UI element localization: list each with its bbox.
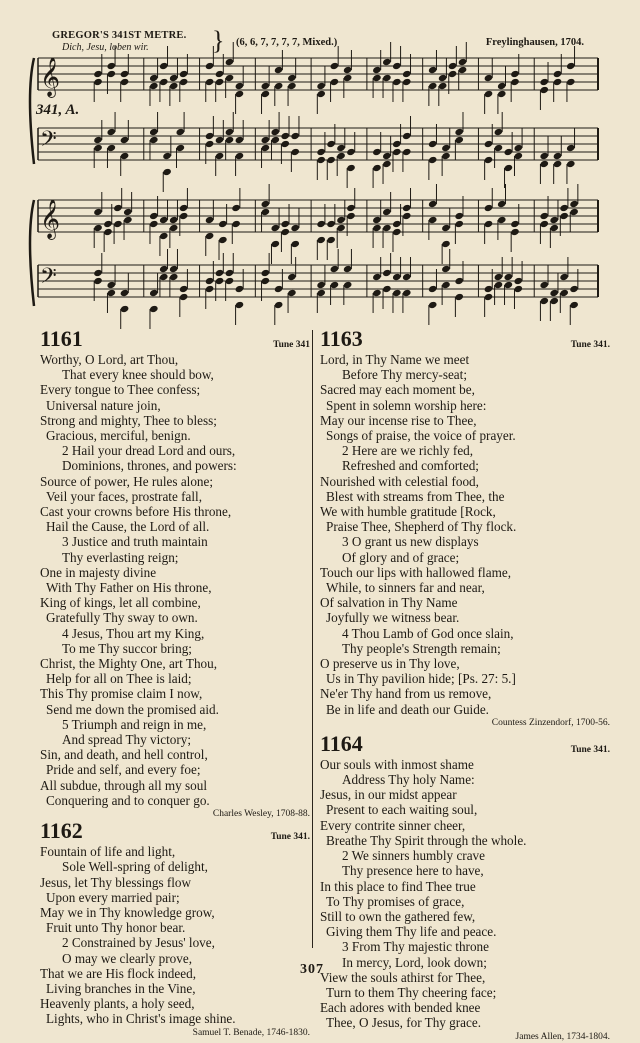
hymn-attribution: Charles Wesley, 1708-88.	[212, 809, 310, 820]
hymn-line: Gracious, merciful, benign.	[46, 428, 191, 444]
hymn-line: May our incense rise to Thee,	[320, 412, 477, 428]
brace-glyph: }	[212, 26, 225, 55]
hymn-line: Cast your crowns before His throne,	[40, 504, 232, 520]
hymn-line: Thy everlasting reign;	[62, 549, 179, 565]
hymn-line: Breathe Thy Spirit through the whole.	[326, 832, 527, 848]
right-column	[320, 328, 610, 1043]
hymn-number: 1164	[320, 730, 363, 756]
hymn-line: Universal nature join,	[46, 397, 161, 413]
hymn-line: 3 Justice and truth maintain	[62, 534, 208, 550]
hymn-line: That we are His flock indeed,	[40, 965, 196, 981]
hymn-1164-header	[320, 730, 610, 757]
hymn-number: 1161	[40, 326, 83, 351]
hymn-line: 4 Thou Lamb of God once slain,	[342, 625, 514, 641]
column-divider	[312, 330, 313, 948]
hymn-attribution: Countess Zinzendorf, 1700-56.	[491, 717, 610, 728]
hymn-line: Ne'er Thy hand from us remove,	[320, 686, 492, 702]
hymn-line: Hail the Cause, the Lord of all.	[46, 519, 210, 535]
hymn-line: Sole Well-spring of delight,	[62, 859, 208, 875]
bass-clef-icon: 𝄢	[40, 127, 57, 157]
composer-label: Freylinghausen, 1704.	[485, 37, 584, 48]
hymn-line: Source of power, He rules alone;	[40, 473, 214, 489]
hymn-1162-text	[40, 844, 310, 1026]
hymn-line: Strong and mighty, Thee to bless;	[40, 412, 217, 428]
hymn-line: Fruit unto Thy honor bear.	[46, 920, 186, 936]
hymn-line: 2 Here are we richly fed,	[342, 443, 474, 459]
hymn-line: 3 O grant us new displays	[342, 534, 479, 550]
hymn-line: 3 From Thy majestic throne	[342, 939, 489, 955]
hymn-line: Each adores with bended knee	[320, 1000, 481, 1016]
hymn-number: 1162	[40, 818, 83, 844]
hymn-line: Thy presence here to have,	[342, 863, 484, 879]
hymn-line: Christ, the Mighty One, art Thou,	[40, 656, 218, 672]
hymn-line: Living branches in the Vine,	[46, 980, 196, 996]
hymn-1164-text	[320, 757, 610, 1031]
hymn-line: Worthy, O Lord, art Thou,	[40, 352, 179, 367]
hymn-line: Blest with streams from Thee, the	[326, 488, 505, 504]
hymn-line: That every knee should bow,	[62, 367, 214, 383]
system-brace	[30, 58, 34, 164]
hymn-line: Jesus, let Thy blessings flow	[40, 874, 192, 890]
tune-name: GREGOR'S 341ST METRE.	[52, 30, 187, 41]
hymn-line: 2 We sinners humbly crave	[342, 848, 485, 864]
hymn-line: Sin, and death, and hell control,	[40, 747, 208, 763]
hymn-line: This Thy promise claim I now,	[40, 686, 203, 702]
treble-clef-icon: 𝄞	[40, 57, 61, 97]
hymn-tune-ref: Tune 341	[273, 340, 310, 350]
hymn-line: Of salvation in Thy Name	[320, 595, 458, 611]
hymn-line: 2 Constrained by Jesus' love,	[62, 935, 215, 951]
hymn-line: Help for all on Thee is laid;	[46, 671, 192, 687]
hymn-line: Joyfully we witness bear.	[326, 610, 460, 626]
hymn-line: Thy people's Strength remain;	[342, 640, 501, 656]
system-brace	[30, 200, 34, 306]
hymn-line: O preserve us in Thy love,	[320, 656, 460, 672]
hymn-line: Fountain of life and light,	[40, 844, 176, 860]
hymn-line: Of glory and of grace;	[342, 549, 460, 565]
hymn-line: With Thy Father on His throne,	[46, 580, 212, 596]
hymn-tune-ref: Tune 341.	[270, 832, 310, 843]
tune-number: 341, A.	[36, 102, 80, 118]
hymn-line: One in majesty divine	[40, 564, 157, 580]
hymn-line: Spent in solemn worship here:	[326, 397, 487, 413]
hymn-line: Pride and self, and every foe;	[46, 762, 201, 778]
bass-clef-icon: 𝄢	[40, 264, 57, 294]
hymn-line: View the souls athirst for Thee,	[320, 969, 486, 985]
hymn-line: In mercy, Lord, look down;	[342, 954, 487, 970]
hymn-attribution: Samuel T. Benade, 1746-1830.	[192, 1027, 310, 1038]
hymn-line: Upon every married pair;	[46, 889, 180, 905]
hymn-line: Veil your faces, prostrate fall,	[46, 488, 202, 504]
hymn-line: 4 Jesus, Thou art my King,	[62, 625, 205, 641]
hymn-line: Lights, who in Christ's image shine.	[46, 1011, 236, 1027]
tune-subtitle: Dich, Jesu, loben wir.	[62, 42, 149, 53]
hymn-tune-ref: Tune 341.	[570, 340, 610, 350]
hymn-line: In this place to find Thee true	[320, 878, 476, 894]
left-column	[40, 328, 310, 1039]
hymn-line: Dominions, thrones, and powers:	[62, 458, 237, 474]
hymn-line: Turn to them Thy cheering face;	[326, 984, 497, 1000]
metre-label: (6, 6, 7, 7, 7, 7, Mixed.)	[236, 37, 338, 48]
hymn-line: Address Thy holy Name:	[342, 772, 475, 788]
hymn-line: O may we clearly prove,	[62, 950, 192, 966]
hymn-line: Touch our lips with hallowed flame,	[320, 564, 511, 580]
treble-clef-icon: 𝄞	[40, 199, 61, 239]
hymn-line: Still to own the gathered few,	[320, 908, 476, 924]
hymn-line: And spread Thy victory;	[62, 732, 192, 748]
hymn-line: Us in Thy pavilion hide; [Ps. 27: 5.]	[326, 671, 516, 687]
hymn-line: Jesus, in our midst appear	[320, 787, 457, 803]
hymn-line: Be in life and death our Guide.	[326, 701, 489, 717]
hymn-line: Songs of praise, the voice of prayer.	[326, 428, 516, 444]
hymn-line: Heavenly plants, a holy seed,	[40, 996, 195, 1012]
hymn-line: Refreshed and comforted;	[342, 458, 479, 474]
hymn-line: Before Thy mercy-seat;	[342, 367, 467, 383]
hymn-line: We with humble gratitude [Rock,	[320, 504, 496, 520]
hymn-1161-header	[40, 328, 310, 352]
hymn-line: Giving them Thy life and peace.	[326, 924, 497, 940]
hymn-line: Conquering and to conquer go.	[46, 792, 210, 808]
hymn-line: Send me down the promised aid.	[46, 701, 219, 717]
music-score	[0, 0, 640, 330]
hymn-line: To me Thy succor bring;	[62, 640, 192, 656]
hymn-line: May we in Thy knowledge grow,	[40, 904, 215, 920]
hymn-line: 5 Triumph and reign in me,	[62, 716, 207, 732]
hymn-line: While, to sinners far and near,	[326, 580, 485, 596]
hymn-1163-header	[320, 328, 610, 352]
hymn-line: Every contrite sinner cheer,	[320, 817, 466, 833]
hymn-attribution: James Allen, 1734-1804.	[515, 1031, 610, 1042]
hymn-number: 1163	[320, 326, 363, 351]
hymn-tune-ref: Tune 341.	[570, 744, 610, 755]
hymn-line: Nourished with celestial food,	[320, 473, 479, 489]
hymn-line: Sacred may each moment be,	[320, 382, 475, 398]
hymn-line: All subdue, through all my soul	[40, 777, 208, 793]
hymn-line: Lord, in Thy Name we meet	[320, 352, 470, 367]
hymn-line: To Thy promises of grace,	[326, 893, 465, 909]
hymn-line: Thee, O Jesus, for Thy grace.	[326, 1015, 482, 1031]
hymn-line: Praise Thee, Shepherd of Thy flock.	[326, 519, 517, 535]
hymn-line: Gratefully Thy sway to own.	[46, 610, 198, 626]
hymn-1162-header	[40, 820, 310, 844]
hymn-line: 2 Hail your dread Lord and ours,	[62, 443, 236, 459]
page-number: 307	[300, 962, 324, 977]
hymn-line: King of kings, let all combine,	[40, 595, 201, 611]
hymn-1163-text	[320, 352, 610, 717]
hymn-line: Our souls with inmost shame	[320, 756, 474, 772]
hymn-line: Present to each waiting soul,	[326, 802, 478, 818]
hymn-line: Every tongue to Thee confess;	[40, 382, 201, 398]
hymn-1161-text	[40, 352, 310, 808]
